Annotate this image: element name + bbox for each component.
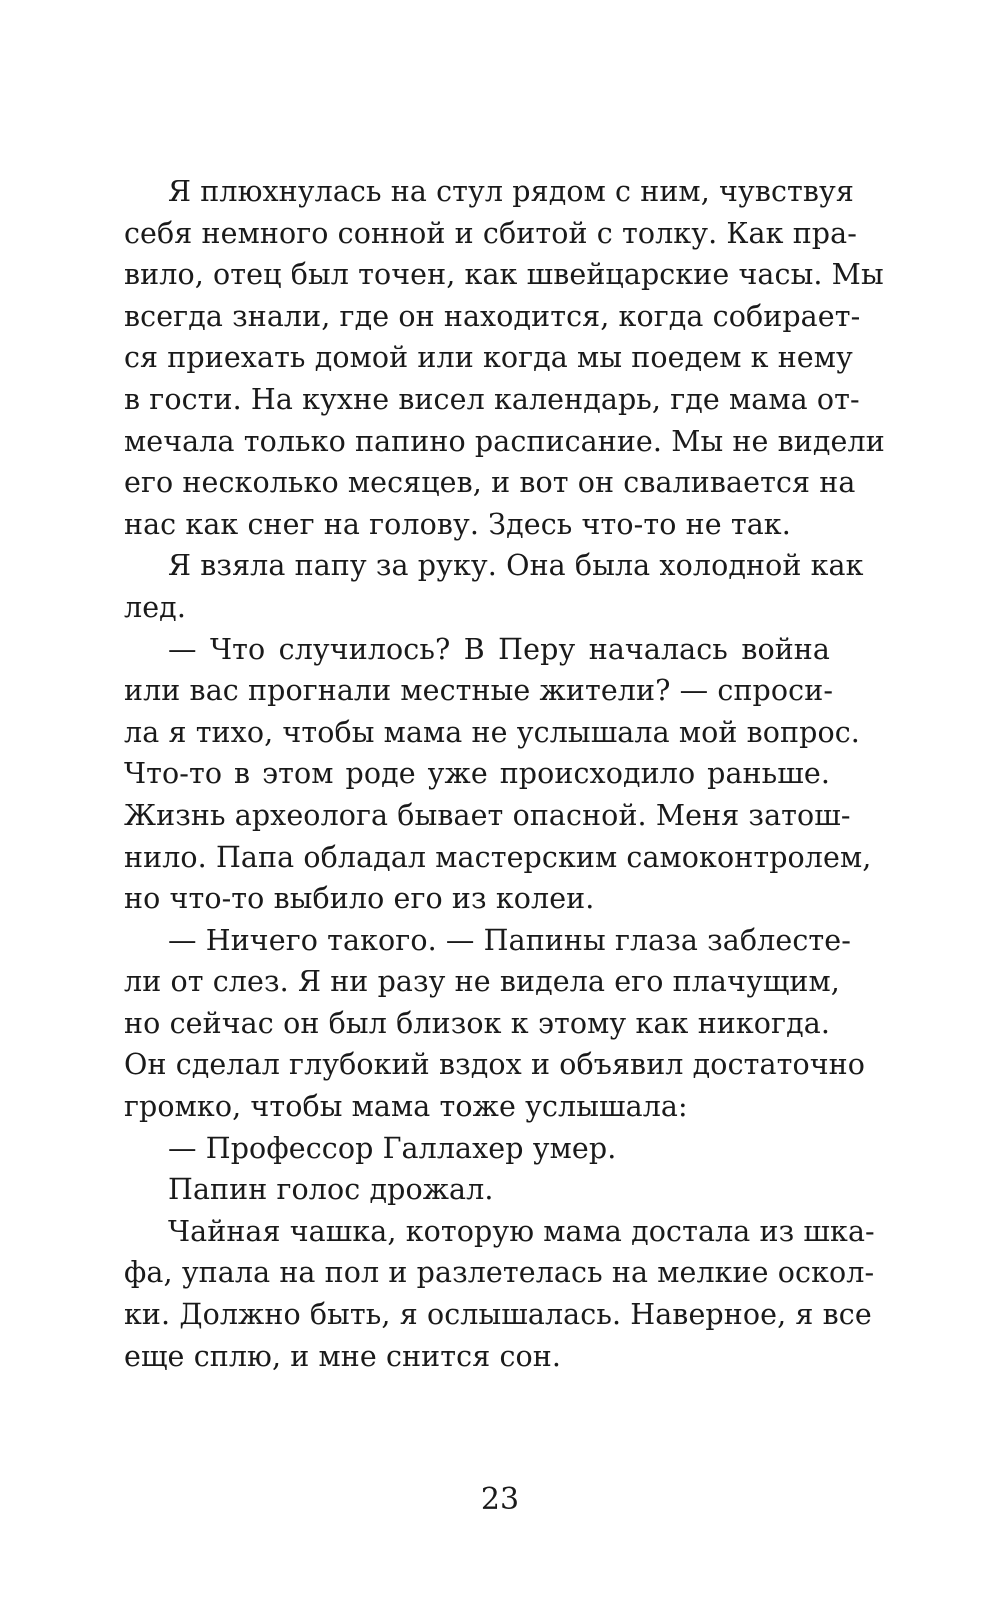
text-line: ся приехать домой или когда мы поедем к нему [124,341,853,375]
text-line: ла я тихо, чтобы мама не услышала мой вопрос. [124,715,860,749]
text-line: Что-то в этом роде уже происходило раньше. [124,757,830,791]
text-line: но что-то выбило его из колеи. [124,882,595,916]
text-line: еще сплю, и мне снится сон. [124,1339,562,1373]
text-line: лед. [124,590,186,624]
page-number: 23 [480,1482,520,1517]
text-line: всегда знали, где он находится, когда собирает- [124,299,861,333]
text-line: громко, чтобы мама тоже услышала: [124,1090,688,1124]
text-line: нило. Папа обладал мастерским самоконтролем, [124,840,872,874]
text-line: Я взяла папу за руку. Она была холодной как [168,549,864,583]
text-line: Жизнь археолога бывает опасной. Меня затош- [124,798,851,832]
text-line: — Ничего такого. — Папины глаза заблесте- [168,923,851,957]
text-line: — Что случилось? В Перу началась война [168,632,830,666]
text-line: Я плюхнулась на стул рядом с ним, чувствуя [168,175,855,208]
text-line: ли от слез. Я ни разу не видела его плачущим, [124,965,840,999]
text-line: его несколько месяцев, и вот он сваливается на [124,466,856,500]
text-line: вило, отец был точен, как швейцарские часы. Мы [124,258,884,292]
text-line: ки. Должно быть, я ослышалась. Наверное, я все [124,1298,872,1332]
body-text [124,171,885,1377]
text-line: или вас прогнали местные жители? — спроси- [124,674,834,708]
text-line: в гости. На кухне висел календарь, где мама от- [124,382,860,416]
text-line: — Профессор Галлахер умер. [168,1131,617,1165]
text-line: себя немного сонной и сбитой с толку. Как пра- [124,216,857,250]
text-line: Папин голос дрожал. [168,1173,494,1207]
text-line: но сейчас он был близок к этому как никогда. [124,1006,830,1040]
text-line: нас как снег на голову. Здесь что-то не так. [124,507,791,541]
text-line: мечала только папино расписание. Мы не видели [124,424,885,458]
text-line: Он сделал глубокий вздох и объявил достаточно [124,1048,866,1082]
text-line: Чайная чашка, которую мама достала из шка- [168,1214,875,1248]
text-line: фа, упала на пол и разлетелась на мелкие оскол- [124,1256,875,1290]
